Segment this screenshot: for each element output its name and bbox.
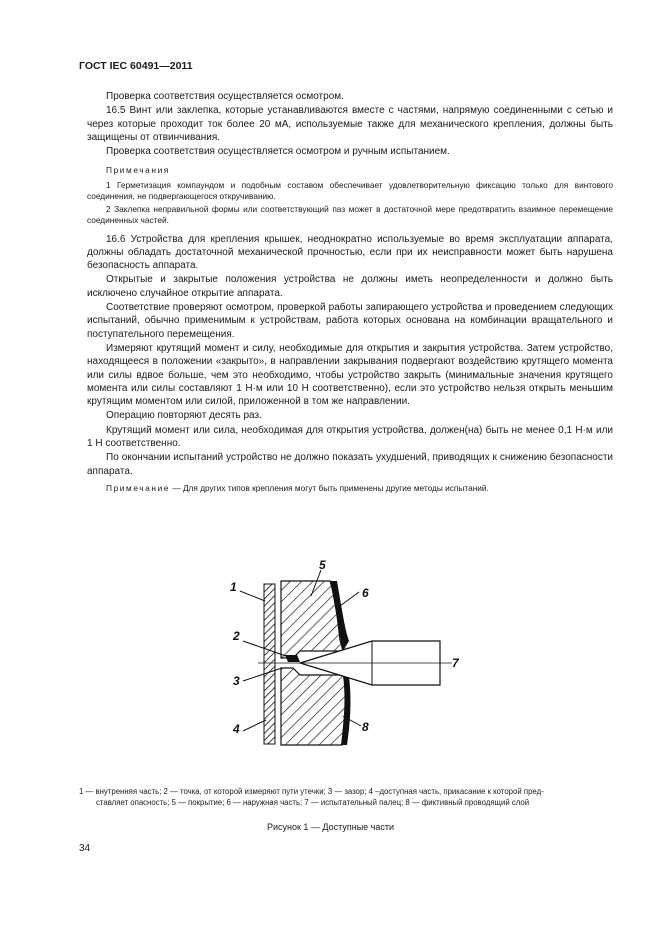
paragraph-torque: Измеряют крутящий момент и силу, необходимые для открытия и закрытия устройства. Затем устройство, находящееся в положении «закрыто», в направлении закрывания подвергают воздействию крутящего момента или силы вдвое больше, чем это необходимо, чтобы устройство закрыть (минимальные значения крутящего момента или силы составляют 1 Н·м или 10 Н соответственно), если это устройство нельзя открыть меньшим крутящим моментом или силой, приложенной в том же направлении. (87, 342, 613, 408)
leader-3 (243, 668, 282, 681)
label-2: 2 (233, 629, 240, 643)
page-number: 34 (79, 843, 91, 854)
label-7: 7 (452, 656, 459, 670)
label-8: 8 (362, 720, 369, 734)
legend-line-2: ставляет опасность; 5 — покрытие; 6 — наружная часть; 7 — испытательный палец; 8 — фиктивный проводящий слой (96, 798, 530, 807)
label-6: 6 (362, 586, 369, 600)
paragraph-check-1: Проверка соответствия осуществляется осмотром. (106, 91, 344, 102)
paragraph-check-2: Проверка соответствия осуществляется осмотром и ручным испытанием. (106, 146, 450, 158)
leader-1 (240, 591, 265, 601)
figure-caption: Рисунок 1 — Доступные части (266, 822, 395, 832)
label-3: 3 (233, 674, 240, 688)
label-5: 5 (319, 558, 326, 572)
paragraph-16-5: 16.5 Винт или заклепка, которые устанавливаются вместе с частями, напрямую соединенными с сетью и через которые проходит ток более 20 мА, используемые также для механического крепления, должны быть защищены от отвинчивания. (87, 105, 613, 143)
paragraph-positions: Открытые и закрытые положения устройства не должны иметь неопределенности и должно быть исключено случайное открытие аппарата. (87, 274, 613, 299)
note-1: 1 Герметизация компаундом и подобным составом обеспечивает удовлетворительную фиксацию только для винтового соединения, не подвергающегося откручиванию. (87, 179, 613, 201)
notes-heading: Примечания (106, 165, 170, 176)
note-last-label: Примечание (106, 482, 171, 493)
paragraph-16-6: 16.6 Устройства для крепления крышек, неоднократно используемые во время эксплуатации аппарата, должны обладать достаточной механической прочностью, если при их неисправности может быть нарушена безопасность аппарата. (87, 233, 613, 272)
legend-line-1: 1 — внутренняя часть; 2 — точка, от которой измеряют пути утечки; 3 — зазор; 4 –доступная часть, прикасание к которой пред- (79, 787, 544, 796)
paragraph-after-test: По окончании испытаний устройство не должно показать ухудшений, приводящих к снижению безопасности аппарата. (87, 452, 613, 477)
paragraph-compliance: Соответствие проверяют осмотром, проверкой работы запирающего устройства и проведением следующих испытаний, обычно применимым к устройствам, работа которых основана на комбинации вращательного и поступательного перемещения. (87, 302, 613, 340)
creepage-point (285, 655, 300, 662)
covering-lower (281, 668, 347, 745)
label-1: 1 (230, 580, 237, 594)
label-4: 4 (233, 722, 240, 736)
paragraph-repeat: Операцию повторяют десять раз. (106, 410, 262, 422)
note-last-text: — Для других типов крепления могут быть применены другие методы испытаний. (170, 482, 489, 493)
note-2: 2 Заклепка неправильной формы или соответствующий паз может в достаточной мере предотвратить взаимное перемещение соединенных частей. (87, 204, 613, 226)
leader-6 (340, 592, 359, 606)
leader-4 (243, 720, 266, 731)
figure-legend (79, 786, 614, 808)
document-header: ГОСТ IEC 60491—2011 (79, 60, 193, 72)
paragraph-open-torque: Крутящий момент или сила, необходимая для открытия устройства, должен(на) быть не менее 0,1 Н·м или 1 Н соответственно. (87, 424, 613, 450)
